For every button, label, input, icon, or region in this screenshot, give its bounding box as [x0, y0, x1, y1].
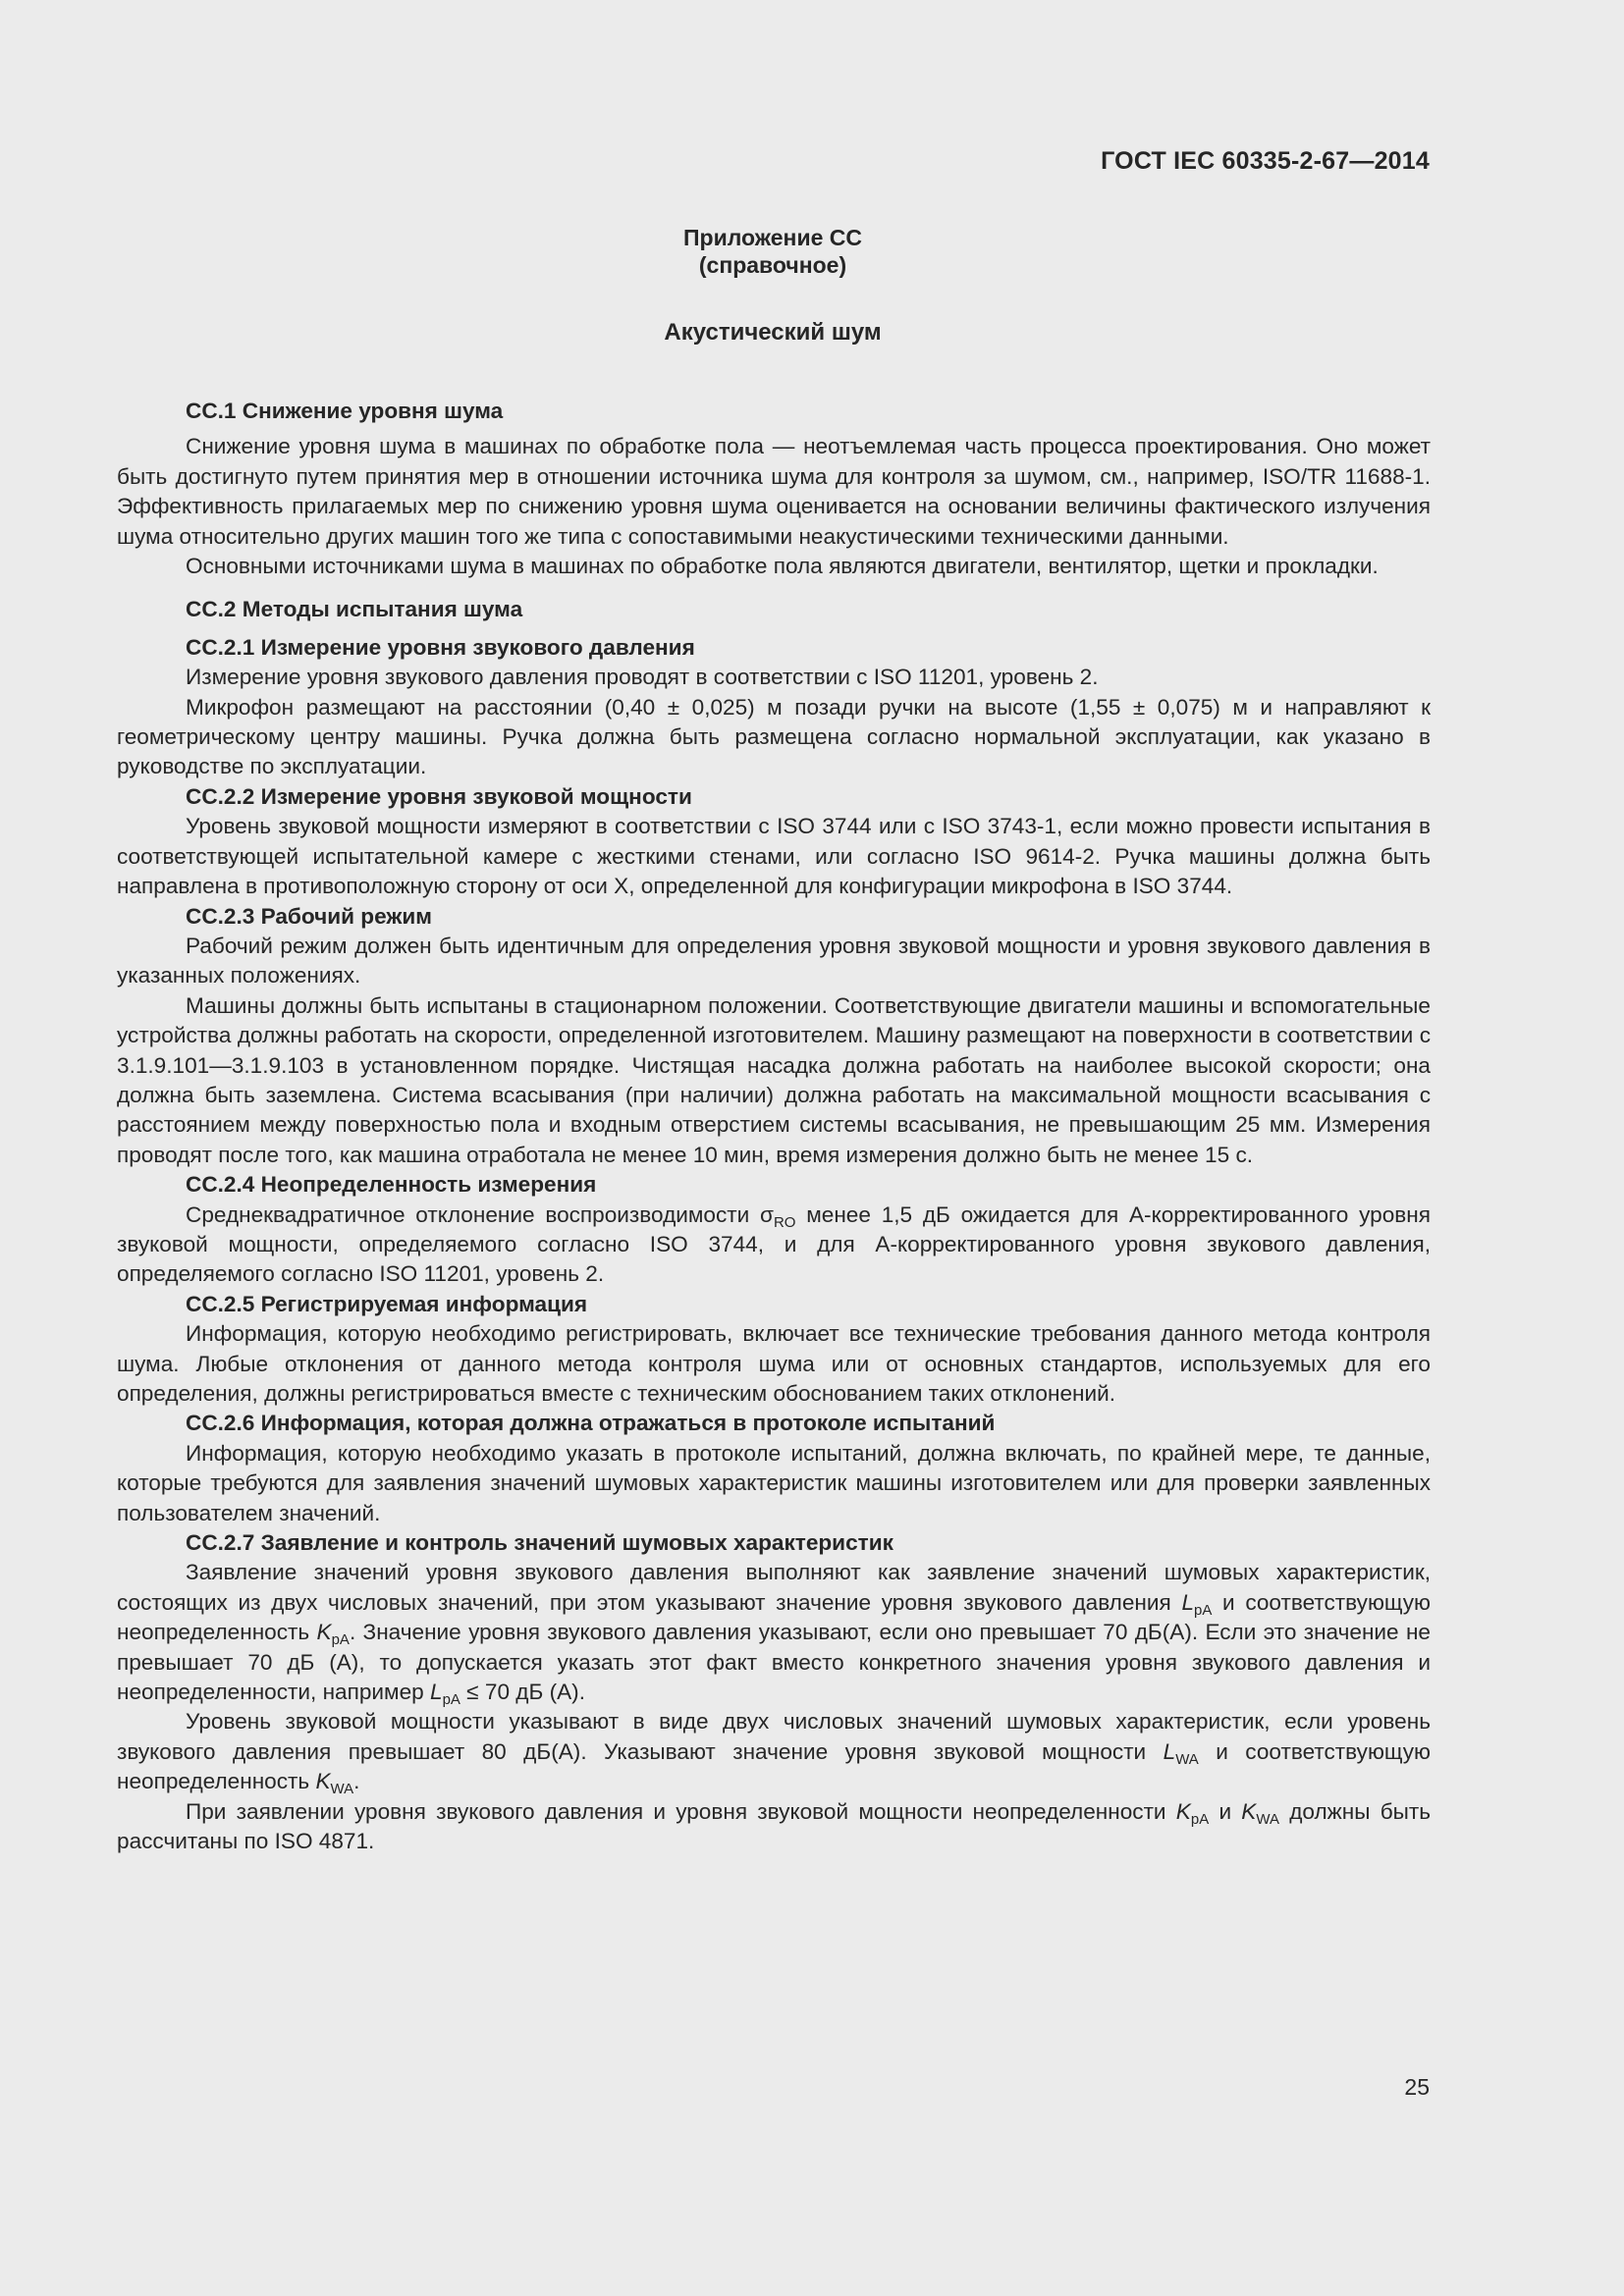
symbol-K: K [1175, 1798, 1191, 1824]
subsection-heading-cc27: СС.2.7 Заявление и контроль значений шумовых характеристик [186, 1530, 893, 1556]
annex-heading [0, 224, 1545, 279]
paragraph: Снижение уровня шума в машинах по обработке пола — неотъемлемая часть процесса проектирования. Оно может быть достигнуто путем принятия мер в отношении источника шума для контроля за шумом, см., например, ISO/TR 11688-1. Эффективность прилагаемых мер по снижению уровня шума оценивается на основании величины фактического излучения шума относительно других машин того же типа с сопоставимыми неакустическими техническими данными. [117, 434, 1431, 549]
symbol-L: L [429, 1680, 443, 1705]
annex-title: Акустический шум [664, 319, 882, 346]
paragraph: Среднеквадратичное отклонение воспроизводимости $\sigma_{RO}$ менее 1,5 дБ ожидается для А-корректированного уровня звуковой мощности, определяемого согласно ISO 3744, и для А-корректированного уровня звукового давления, определяемого согласно ISO 11201, уровень 2. [117, 1201, 1431, 1287]
subsection-heading-cc22: СС.2.2 Измерение уровня звуковой мощности [186, 783, 692, 809]
symbol-L: L [1181, 1589, 1195, 1615]
symbol-K: K [1241, 1798, 1257, 1824]
section-heading-cc2: СС.2 Методы испытания шума [186, 597, 523, 622]
paragraph: Уровень звуковой мощности измеряют в соответствии с ISO 3744 или с ISO 3743-1, если можно провести испытания в соответствующей испытательной камере с жесткими стенами, или согласно ISO 9614-2. Ручка машины должна быть направлена в противоположную сторону от оси X, определенной для конфигурации микрофона в ISO 3744. [117, 814, 1431, 899]
paragraph: Заявление значений уровня звукового давления выполняют как заявление значений шумовых характеристик, состоящих из двух числовых значений, при этом указывают значение уровня звукового давления $L_{pA}$ и соответствующую неопределенность $K_{pA}$. Значение уровня звукового давления указывают, если оно превышает 70 дБ(А). Если это значение не превышает 70 дБ (А), то допускается указать этот факт вместо конкретного значения уровня звукового давления и неопределенности, например $L_{pA} \le 70$ дБ (А). [117, 1560, 1431, 1709]
subsection-heading-cc21: СС.2.1 Измерение уровня звукового давления [186, 634, 695, 660]
subsection-heading-cc25: СС.2.5 Регистрируемая информация [186, 1291, 588, 1316]
subsection-heading-cc26: СС.2.6 Информация, которая должна отражаться в протоколе испытаний [186, 1411, 996, 1436]
subsection-heading-cc23: СС.2.3 Рабочий режим [186, 903, 432, 929]
section-heading-cc1: СС.1 Снижение уровня шума [186, 399, 504, 423]
paragraph: Информация, которую необходимо регистрировать, включает все технические требования данного метода контроля шума. Любые отклонения от данного метода контроля шума или от основных стандартов, используемых для его определения, должны регистрироваться вместе с техническим обоснованием таких отклонений. [117, 1321, 1431, 1406]
paragraph: Уровень звуковой мощности указывают в виде двух числовых значений шумовых характеристик, если уровень звукового давления превышает 80 дБ(А). Указывают значение уровня звуковой мощности $L_{WA}$ и соответствующую неопределенность $K_{WA}$. [117, 1709, 1431, 1798]
paragraph: Основными источниками шума в машинах по обработке пола являются двигатели, вентилятор, щетки и прокладки. [186, 554, 1379, 579]
document-body [117, 397, 1431, 1857]
symbol-L: L [1163, 1738, 1176, 1764]
paragraph: Информация, которую необходимо указать в протоколе испытаний, должна включать, по крайней мере, те данные, которые требуются для заявления значений шумовых характеристик машины изготовителем или для проверки заявленных пользователем значений. [117, 1440, 1431, 1525]
annex-kind: (справочное) [698, 252, 847, 278]
paragraph: Микрофон размещают на расстоянии (0,40 ± 0,025) м позади ручки на высоте (1,55 ± 0,075) м и направляют к геометрическому центру машины. Ручка должна быть размещена согласно нормальной эксплуатации, как указано в руководстве по эксплуатации. [117, 694, 1431, 779]
subsection-heading-cc24: СС.2.4 Неопределенность измерения [186, 1172, 597, 1198]
annex-name: Приложение СС [682, 225, 862, 250]
page-number: 25 [1404, 2074, 1430, 2100]
paragraph: Рабочий режим должен быть идентичным для определения уровня звуковой мощности и уровня звукового давления в указанных положениях. [117, 933, 1431, 988]
document-code: ГОСТ IEC 60335-2-67—2014 [1101, 147, 1430, 175]
paragraph: При заявлении уровня звукового давления и уровня звуковой мощности неопределенности $K_{pA}$ и $K_{WA}$ должны быть рассчитаны по ISO 4871. [117, 1798, 1431, 1854]
paragraph: Измерение уровня звукового давления проводят в соответствии с ISO 11201, уровень 2. [186, 665, 1099, 690]
symbol-K: K [315, 1769, 331, 1794]
symbol-K: K [316, 1620, 332, 1645]
paragraph: Машины должны быть испытаны в стационарном положении. Соответствующие двигатели машины и вспомогательные устройства должны работать на скорости, определенной изготовителем. Машину размещают на поверхности в соответствии с 3.1.9.101—3.1.9.103 в установленном порядке. Чистящая насадка должна работать на наиболее высокой скорости; она должна быть заземлена. Система всасывания (при наличии) должна работать на максимальной мощности всасывания с расстоянием между поверхностью пола и входным отверстием системы всасывания, не превышающим 25 мм. Измерения проводят после того, как машина отработала не менее 10 мин, время измерения должно быть не менее 15 с. [117, 992, 1431, 1167]
